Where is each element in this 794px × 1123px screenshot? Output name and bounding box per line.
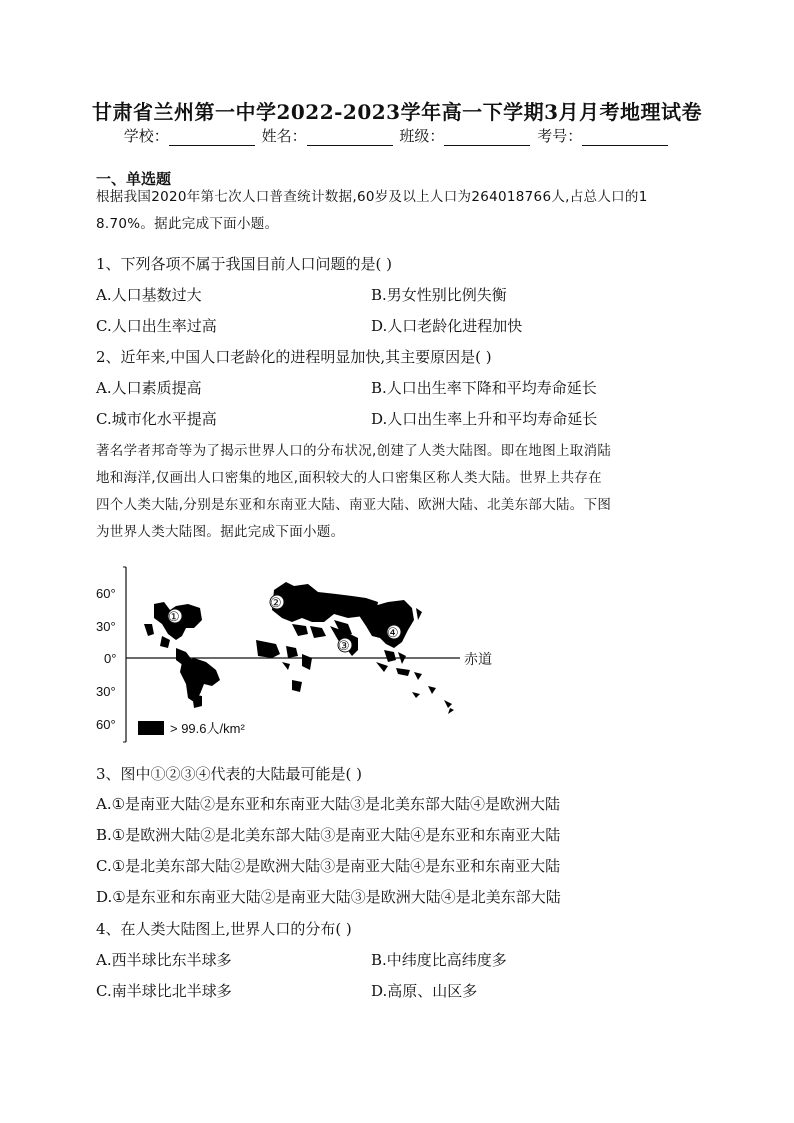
q1-option-a[interactable]: A.人口基数过大 <box>96 286 202 304</box>
school-label: 学校： <box>123 127 169 145</box>
southeast-asia-area <box>384 650 396 662</box>
lat-label-60s: 60° <box>96 717 116 732</box>
marker-3: ③ <box>338 638 350 653</box>
europe-area <box>292 624 308 636</box>
class-blank[interactable] <box>444 130 530 146</box>
q4-option-a[interactable]: A.西半球比东半球多 <box>96 951 232 969</box>
southeast-asia-area <box>414 672 422 680</box>
marker-1: ① <box>168 609 180 624</box>
passage-1 <box>96 184 696 238</box>
africa-area <box>302 654 312 670</box>
question-1-stem: 1、下列各项不属于我国目前人口问题的是( ) <box>96 255 393 273</box>
passage-1-line: 根据我国2020年第七次人口普查统计数据,60岁及以上人口为264018766人,占总人口的1 <box>96 189 648 205</box>
q3-option-d[interactable]: D.①是东亚和东南亚大陆②是南亚大陆③是欧洲大陆④是北美东部大陆 <box>96 888 561 906</box>
class-label: 班级： <box>399 127 445 145</box>
passage-2-line: 著名学者邦奇等为了揭示世界人口的分布状况,创建了人类大陆图。即在地图上取消陆 <box>96 443 612 459</box>
passage-2-line: 四个人类大陆,分别是东亚和东南亚大陆、南亚大陆、欧洲大陆、北美东部大陆。下图 <box>96 497 612 513</box>
southeast-asia-area <box>396 668 410 676</box>
legend-swatch <box>138 721 164 735</box>
central-america-area <box>160 636 170 648</box>
student-info-line <box>0 125 794 146</box>
q2-option-d[interactable]: D.人口出生率上升和平均寿命延长 <box>371 410 598 428</box>
section-heading: 一、单选题 <box>96 170 172 188</box>
europe-area <box>310 626 326 638</box>
lat-label-30n: 30° <box>96 619 116 634</box>
southeast-asia-area <box>376 662 388 672</box>
north-america-area <box>144 624 154 636</box>
q2-option-b[interactable]: B.人口出生率下降和平均寿命延长 <box>371 379 597 397</box>
question-4-stem: 4、在人类大陆图上,世界人口的分布( ) <box>96 920 352 938</box>
south-america-area <box>180 658 220 702</box>
africa-area <box>292 680 302 692</box>
q1-option-c[interactable]: C.人口出生率过高 <box>96 317 217 335</box>
question-3-stem: 3、图中①②③④代表的大陆最可能是( ) <box>96 765 363 783</box>
exam-number-label: 考号： <box>537 127 583 145</box>
q3-option-a[interactable]: A.①是南亚大陆②是东亚和东南亚大陆③是北美东部大陆④是欧洲大陆 <box>96 795 561 813</box>
school-blank[interactable] <box>169 130 255 146</box>
passage-2 <box>96 438 696 546</box>
q4-option-c[interactable]: C.南半球比北半球多 <box>96 982 232 1000</box>
q1-option-d[interactable]: D.人口老龄化进程加快 <box>371 317 523 335</box>
lat-label-30s: 30° <box>96 684 116 699</box>
passage-2-line: 为世界人类大陆图。据此完成下面小题。 <box>96 524 345 540</box>
question-2-stem: 2、近年来,中国人口老龄化的进程明显加快,其主要原因是( ) <box>96 348 492 366</box>
q3-option-b[interactable]: B.①是欧洲大陆②是北美东部大陆③是南亚大陆④是东亚和东南亚大陆 <box>96 826 561 844</box>
name-blank[interactable] <box>307 130 393 146</box>
south-america-area <box>192 694 202 708</box>
q1-option-b[interactable]: B.男女性别比例失衡 <box>371 286 507 304</box>
q3-option-c[interactable]: C.①是北美东部大陆②是欧洲大陆③是南亚大陆④是东亚和东南亚大陆 <box>96 857 561 875</box>
q2-option-c[interactable]: C.城市化水平提高 <box>96 410 217 428</box>
population-density-areas <box>144 582 454 714</box>
africa-area <box>286 646 298 658</box>
q2-option-a[interactable]: A.人口素质提高 <box>96 379 202 397</box>
human-continents-map <box>96 562 516 748</box>
name-label: 姓名： <box>261 127 307 145</box>
marker-2: ② <box>270 595 282 610</box>
oceania-area <box>412 692 420 698</box>
oceania-area <box>444 700 452 708</box>
lat-label-0: 0° <box>104 651 117 666</box>
africa-area <box>256 640 280 658</box>
exam-number-blank[interactable] <box>582 130 668 146</box>
page-title: 甘肃省兰州第一中学2022-2023学年高一下学期3月月考地理试卷 <box>91 100 703 124</box>
legend-label: > 99.6人/km² <box>170 721 245 736</box>
equator-label: 赤道 <box>464 651 492 667</box>
marker-4: ④ <box>387 625 399 640</box>
lat-label-60n: 60° <box>96 586 116 601</box>
q4-option-b[interactable]: B.中纬度比高纬度多 <box>371 951 507 969</box>
africa-area <box>282 662 290 670</box>
japan-area <box>416 608 422 620</box>
passage-2-line: 地和海洋,仅画出人口密集的地区,面积较大的人口密集区称人类大陆。世界上共存在 <box>96 470 602 486</box>
oceania-area <box>448 708 454 714</box>
q4-option-d[interactable]: D.高原、山区多 <box>371 982 478 1000</box>
oceania-area <box>428 686 436 694</box>
passage-1-line: 8.70%。据此完成下面小题。 <box>96 216 279 232</box>
